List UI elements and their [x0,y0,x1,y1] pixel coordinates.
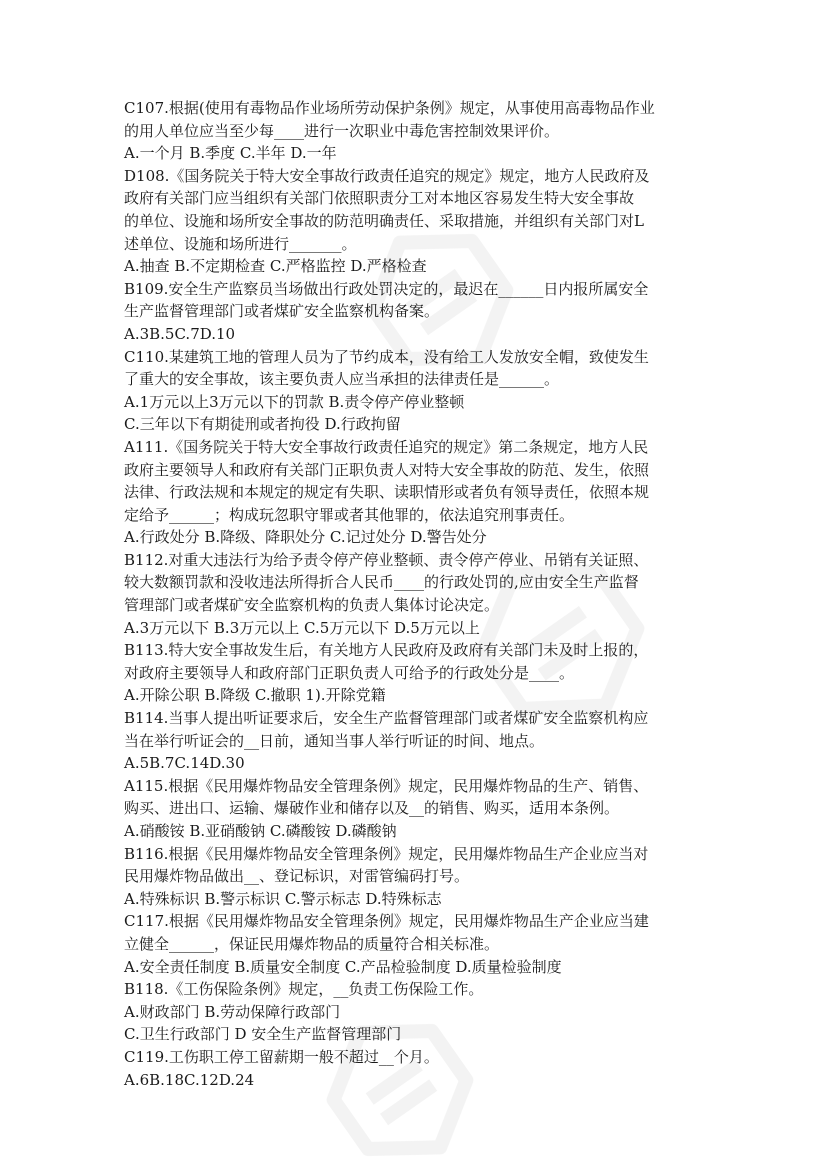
text-line: A.6B.18C.12D.24 [124,1070,255,1089]
text-line: 的用人单位应当至少每____进行一次职业中毒危害控制效果评价。 [124,121,560,140]
text-line: 当在举行听证会的__日前，通知当事人举行听证的时间、地点。 [124,731,545,750]
text-line: C.卫生行政部门 D 安全生产监督管理部门 [124,1025,402,1044]
text-line: A.一个月 B.季度 C.半年 D.一年 [124,144,337,163]
text-line: A.3B.5C.7D.10 [124,324,236,343]
text-line: 生产监督管理部门或者煤矿安全监察机构备案。 [124,302,440,321]
text-line: B109.安全生产监察员当场做出行政处罚决定的，最迟在______日内报所属安全 [124,279,649,298]
text-line: 管理部门或者煤矿安全监察机构的负责人集体讨论决定。 [124,596,500,615]
text-line: C110.某建筑工地的管理人员为了节约成本，没有给工人发放安全帽，致使发生 [124,347,649,366]
question-list [124,97,724,1091]
text-line: 政府有关部门应当组织有关部门依照职责分工对本地区容易发生特大安全事故 [124,189,635,208]
text-line: A.特殊标识 B.警示标识 C.警示标志 D.特殊标志 [124,889,442,908]
text-line: B116.根据《民用爆炸物品安全管理条例》规定，民用爆炸物品生产企业应当对 [124,844,649,863]
text-line: A.行政处分 B.降级、降职处分 C.记过处分 D.警告处分 [124,528,487,547]
text-line: A.5B.7C.14D.30 [124,754,245,773]
text-line: 民用爆炸物品做出__、登记标识，对雷管编码打号。 [124,867,470,886]
text-line: 了重大的安全事故，该主要负责人应当承担的法律责任是______。 [124,370,560,389]
text-line: 立健全______，保证民用爆炸物品的质量符合相关标准。 [124,934,500,953]
text-line: 法律、行政法规和本规定的规定有失职、读职情形或者负有领导责任，依照本规 [124,483,650,502]
text-line: C117.根据《民用爆炸物品安全管理条例》规定，民用爆炸物品生产企业应当建 [124,912,649,931]
text-line: A.开除公职 B.降级 C.撤职 1).开除党籍 [124,686,386,705]
text-line: 对政府主要领导人和政府部门正职负责人可给予的行政处分是____。 [124,663,575,682]
text-line: A115.根据《民用爆炸物品安全管理条例》规定，民用爆炸物品的生产、销售、 [124,776,649,795]
text-line: D108.《国务院关于特大安全事故行政责任追究的规定》规定，地方人民政府及 [124,166,650,185]
text-line: C.三年以下有期徒刑或者拘役 D.行政拘留 [124,415,401,434]
text-line: A.财政部门 B.劳动保障行政部门 [124,1002,341,1021]
text-line: 的单位、设施和场所安全事故的防范明确责任、采取措施，并组织有关部门对L [124,211,644,230]
text-line: C107.根据(使用有毒物品作业场所劳动保护条例》规定，从事使用高毒物品作业 [124,99,655,117]
text-line: B118.《工伤保险条例》规定，__负责工伤保险工作。 [124,980,484,999]
text-line: B112.对重大违法行为给予责令停产停业整顿、责令停产停业、吊销有关证照、 [124,550,649,569]
text-line: A.安全责任制度 B.质量安全制度 C.产品检验制度 D.质量检验制度 [124,957,562,976]
text-line: A.1万元以上3万元以下的罚款 B.责令停产停业整顿 [124,392,465,411]
text-line: 购买、进出口、运输、爆破作业和储存以及__的销售、购买，适用本条例。 [124,799,620,818]
text-line: A.抽查 B.不定期检查 C.严格监控 D.严格检查 [124,257,427,276]
text-line: B113.特大安全事故发生后，有关地方人民政府及政府有关部门未及时上报的， [124,641,649,660]
text-line: 定给予______；构成玩忽职守罪或者其他罪的，依法追究刑事责任。 [124,505,575,524]
text-line: A.3万元以下 B.3万元以上 C.5万元以下 D.5万元以上 [124,618,480,637]
text-line: 述单位、设施和场所进行_______。 [124,234,357,253]
text-line: 政府主要领导人和政府有关部门正职负责人对特大安全事故的防范、发生，依照 [124,460,650,479]
text-line: A.硝酸铵 B.亚硝酸钠 C.磷酸铵 D.磷酸钠 [124,822,397,840]
text-line: C119.工伤职工停工留薪期一般不超过__个月。 [124,1047,439,1066]
text-line: 较大数额罚款和没收违法所得折合人民币____的行政处罚的,应由安全生产监督 [124,573,639,592]
text-line: B114.当事人提出听证要求后，安全生产监督管理部门或者煤矿安全监察机构应 [124,709,649,728]
text-line: A111.《国务院关于特大安全事故行政责任追究的规定》第二条规定，地方人民 [124,437,649,456]
